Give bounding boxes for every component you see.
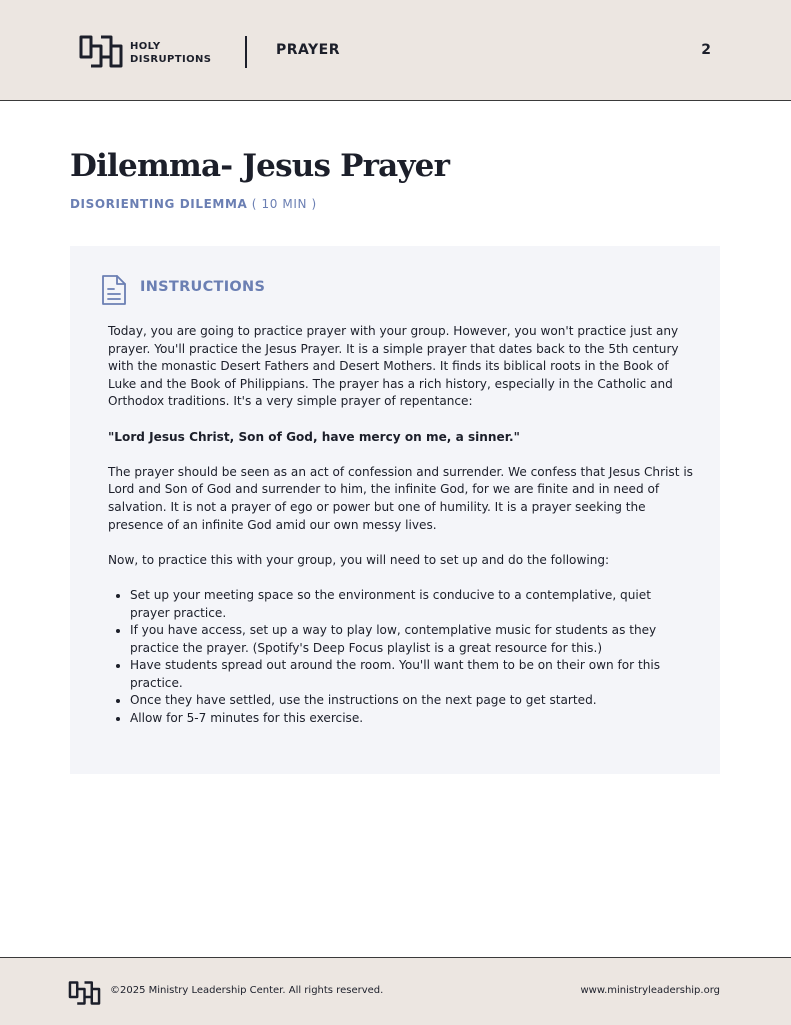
activity-subtitle <box>70 197 317 211</box>
instructions-card <box>70 246 720 774</box>
page-footer <box>0 957 791 1025</box>
setup-step: • Once they have settled, use the instructions on the next page to get started. <box>130 692 693 710</box>
instructions-heading: INSTRUCTIONS <box>140 279 266 295</box>
activity-type: DISORIENTING DILEMMA <box>70 197 248 211</box>
header-divider <box>245 36 247 68</box>
brand-name-line-2: DISRUPTIONS <box>130 54 212 65</box>
setup-step: • If you have access, set up a way to play low, contemplative music for students as they practice the prayer. (Spotify's Deep Focus playlist is a great resource for this.) <box>130 622 693 657</box>
setup-step: • Have students spread out around the room. You'll want them to be on their own for this practice. <box>130 657 693 692</box>
brand-name <box>130 40 240 66</box>
holy-disruptions-logo-icon <box>79 35 123 68</box>
setup-step: • Set up your meeting space so the environment is conducive to a contemplative, quiet prayer practice. <box>130 587 693 622</box>
instructions-paragraph-setup: Now, to practice this with your group, you will need to set up and do the following: <box>108 552 610 567</box>
holy-disruptions-logo-icon <box>68 981 101 1005</box>
brand-name-line-1: HOLY <box>130 41 161 52</box>
page-title: Dilemma- Jesus Prayer <box>70 148 450 184</box>
page-header <box>0 0 791 101</box>
copyright-notice: ©2025 Ministry Leadership Center. All rights reserved. <box>110 985 384 996</box>
page-number: 2 <box>701 42 711 58</box>
instructions-paragraph-meaning: The prayer should be seen as an act of confession and surrender. We confess that Jesus Christ is Lord and Son of God and surrender to him, the infinite God, for we are finite and in need of salvation. It is not a prayer of ego or power but one of humility. It is a prayer seeking the presence of an infinite God amid our own messy lives. <box>108 464 693 532</box>
activity-duration: ( 10 MIN ) <box>251 197 317 211</box>
setup-steps-list <box>108 587 693 728</box>
instructions-body <box>108 323 693 728</box>
jesus-prayer-quote: "Lord Jesus Christ, Son of God, have mercy on me, a sinner." <box>108 429 520 444</box>
website-url: www.ministryleadership.org <box>580 985 720 996</box>
document-icon <box>101 274 127 306</box>
setup-step: • Allow for 5-7 minutes for this exercise. <box>130 710 693 728</box>
instructions-paragraph-intro: Today, you are going to practice prayer with your group. However, you won't practice just any prayer. You'll practice the Jesus Prayer. It is a simple prayer that dates back to the 5th century with the monastic Desert Fathers and Desert Mothers. It finds its biblical roots in the Book of Luke and the Book of Philippians. The prayer has a rich history, especially in the Catholic and Orthodox traditions. It's a very simple prayer of repentance: <box>108 324 679 409</box>
section-title: PRAYER <box>276 42 341 58</box>
